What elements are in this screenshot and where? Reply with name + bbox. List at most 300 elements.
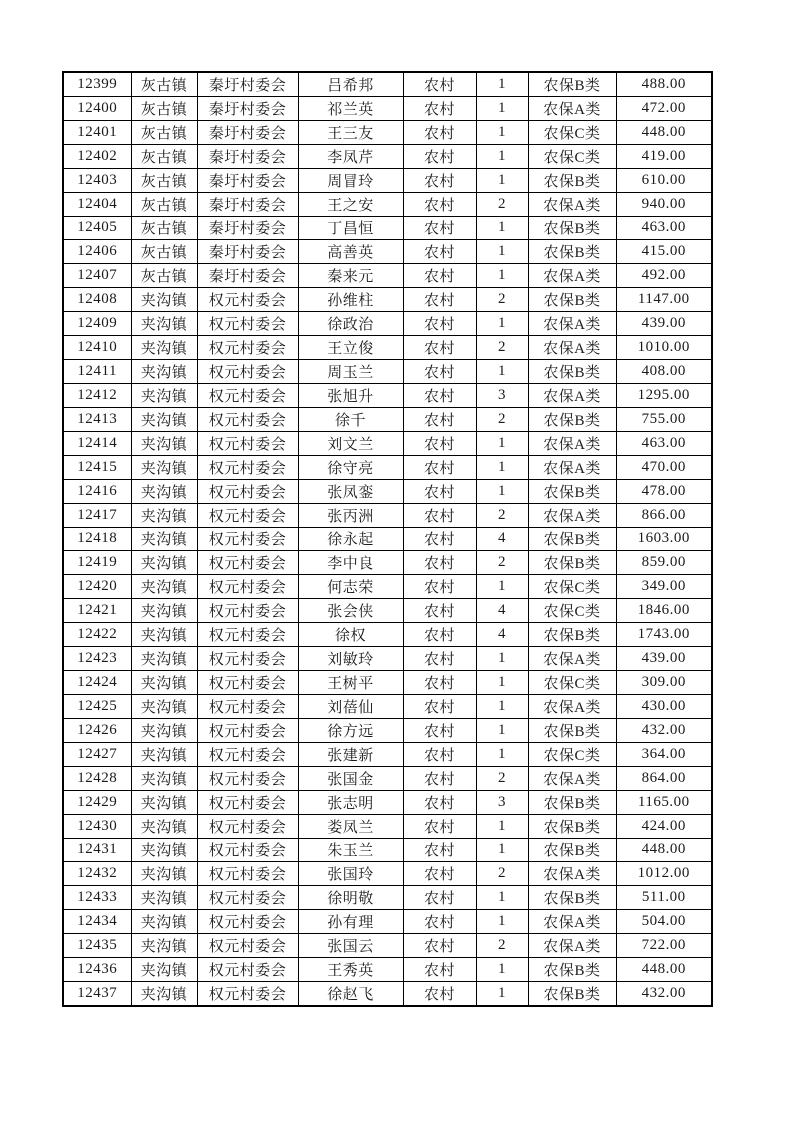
- cell-person-name: 张旭升: [298, 383, 403, 407]
- table-row: [63, 72, 712, 96]
- cell-person-name: 徐权: [298, 623, 403, 647]
- cell-person-name: 孙维柱: [298, 288, 403, 312]
- cell-record-id: 12416: [63, 479, 131, 503]
- cell-category: 农村: [403, 575, 476, 599]
- cell-person-count: 1: [476, 910, 528, 934]
- table-row: [63, 958, 712, 982]
- cell-person-count: 1: [476, 742, 528, 766]
- cell-amount: 511.00: [616, 886, 712, 910]
- cell-amount: 1010.00: [616, 336, 712, 360]
- cell-person-count: 4: [476, 527, 528, 551]
- cell-village-committee: 权元村委会: [197, 886, 298, 910]
- cell-amount: 472.00: [616, 96, 712, 120]
- table-row: [63, 407, 712, 431]
- cell-record-id: 12429: [63, 790, 131, 814]
- cell-village-committee: 权元村委会: [197, 718, 298, 742]
- cell-person-count: 2: [476, 766, 528, 790]
- cell-village-committee: 权元村委会: [197, 503, 298, 527]
- cell-amount: 448.00: [616, 958, 712, 982]
- cell-insurance-type: 农保B类: [528, 838, 616, 862]
- cell-amount: 463.00: [616, 431, 712, 455]
- cell-person-name: 高善英: [298, 240, 403, 264]
- cell-category: 农村: [403, 694, 476, 718]
- cell-town: 夹沟镇: [131, 982, 197, 1006]
- cell-record-id: 12399: [63, 72, 131, 96]
- cell-village-committee: 权元村委会: [197, 288, 298, 312]
- cell-record-id: 12434: [63, 910, 131, 934]
- cell-record-id: 12431: [63, 838, 131, 862]
- cell-category: 农村: [403, 288, 476, 312]
- cell-amount: 349.00: [616, 575, 712, 599]
- cell-town: 夹沟镇: [131, 407, 197, 431]
- cell-category: 农村: [403, 503, 476, 527]
- table-row: [63, 647, 712, 671]
- cell-record-id: 12408: [63, 288, 131, 312]
- cell-person-count: 1: [476, 647, 528, 671]
- cell-person-name: 吕希邦: [298, 72, 403, 96]
- table-row: [63, 503, 712, 527]
- table-row: [63, 862, 712, 886]
- cell-insurance-type: 农保B类: [528, 982, 616, 1006]
- cell-category: 农村: [403, 120, 476, 144]
- cell-village-committee: 权元村委会: [197, 312, 298, 336]
- cell-person-count: 2: [476, 934, 528, 958]
- cell-person-count: 2: [476, 288, 528, 312]
- cell-village-committee: 权元村委会: [197, 383, 298, 407]
- cell-insurance-type: 农保B类: [528, 814, 616, 838]
- cell-record-id: 12417: [63, 503, 131, 527]
- table-row: [63, 671, 712, 695]
- cell-record-id: 12400: [63, 96, 131, 120]
- cell-town: 夹沟镇: [131, 766, 197, 790]
- table-row: [63, 814, 712, 838]
- cell-village-committee: 权元村委会: [197, 455, 298, 479]
- cell-person-name: 王之安: [298, 192, 403, 216]
- cell-record-id: 12403: [63, 168, 131, 192]
- cell-person-count: 2: [476, 503, 528, 527]
- cell-person-name: 张国金: [298, 766, 403, 790]
- cell-town: 夹沟镇: [131, 431, 197, 455]
- cell-person-count: 1: [476, 575, 528, 599]
- cell-person-name: 周冒玲: [298, 168, 403, 192]
- cell-insurance-type: 农保A类: [528, 336, 616, 360]
- cell-person-name: 李凤芹: [298, 144, 403, 168]
- cell-person-name: 刘敏玲: [298, 647, 403, 671]
- cell-town: 灰古镇: [131, 96, 197, 120]
- cell-category: 农村: [403, 671, 476, 695]
- cell-village-committee: 权元村委会: [197, 838, 298, 862]
- cell-amount: 722.00: [616, 934, 712, 958]
- cell-insurance-type: 农保B类: [528, 407, 616, 431]
- cell-person-count: 1: [476, 360, 528, 384]
- cell-village-committee: 权元村委会: [197, 910, 298, 934]
- cell-person-name: 祁兰英: [298, 96, 403, 120]
- cell-village-committee: 秦圩村委会: [197, 96, 298, 120]
- cell-village-committee: 权元村委会: [197, 336, 298, 360]
- table-row: [63, 479, 712, 503]
- cell-category: 农村: [403, 312, 476, 336]
- cell-town: 夹沟镇: [131, 455, 197, 479]
- cell-record-id: 12411: [63, 360, 131, 384]
- cell-person-name: 王立俊: [298, 336, 403, 360]
- cell-person-name: 朱玉兰: [298, 838, 403, 862]
- cell-town: 夹沟镇: [131, 910, 197, 934]
- cell-amount: 859.00: [616, 551, 712, 575]
- cell-person-name: 刘蓓仙: [298, 694, 403, 718]
- cell-insurance-type: 农保C类: [528, 671, 616, 695]
- cell-town: 夹沟镇: [131, 360, 197, 384]
- cell-amount: 864.00: [616, 766, 712, 790]
- cell-village-committee: 秦圩村委会: [197, 120, 298, 144]
- cell-insurance-type: 农保B类: [528, 958, 616, 982]
- cell-record-id: 12437: [63, 982, 131, 1006]
- cell-village-committee: 权元村委会: [197, 982, 298, 1006]
- cell-person-count: 1: [476, 216, 528, 240]
- cell-town: 灰古镇: [131, 144, 197, 168]
- cell-village-committee: 权元村委会: [197, 575, 298, 599]
- cell-category: 农村: [403, 814, 476, 838]
- cell-person-name: 李中良: [298, 551, 403, 575]
- cell-record-id: 12428: [63, 766, 131, 790]
- cell-category: 农村: [403, 96, 476, 120]
- cell-amount: 1743.00: [616, 623, 712, 647]
- cell-person-count: 1: [476, 72, 528, 96]
- cell-amount: 309.00: [616, 671, 712, 695]
- cell-person-count: 1: [476, 120, 528, 144]
- cell-village-committee: 秦圩村委会: [197, 240, 298, 264]
- table-row: [63, 766, 712, 790]
- cell-insurance-type: 农保B类: [528, 886, 616, 910]
- cell-category: 农村: [403, 264, 476, 288]
- pension-roster-table: [62, 71, 713, 1007]
- cell-person-count: 4: [476, 599, 528, 623]
- cell-amount: 448.00: [616, 120, 712, 144]
- cell-category: 农村: [403, 718, 476, 742]
- table-row: [63, 431, 712, 455]
- cell-record-id: 12418: [63, 527, 131, 551]
- cell-category: 农村: [403, 766, 476, 790]
- cell-amount: 1846.00: [616, 599, 712, 623]
- cell-village-committee: 权元村委会: [197, 599, 298, 623]
- cell-village-committee: 权元村委会: [197, 671, 298, 695]
- cell-person-count: 1: [476, 958, 528, 982]
- cell-village-committee: 秦圩村委会: [197, 144, 298, 168]
- cell-insurance-type: 农保A类: [528, 431, 616, 455]
- cell-insurance-type: 农保B类: [528, 240, 616, 264]
- cell-record-id: 12405: [63, 216, 131, 240]
- cell-person-count: 1: [476, 144, 528, 168]
- cell-insurance-type: 农保A类: [528, 312, 616, 336]
- table-row: [63, 551, 712, 575]
- cell-insurance-type: 农保B类: [528, 288, 616, 312]
- cell-town: 夹沟镇: [131, 312, 197, 336]
- cell-insurance-type: 农保B类: [528, 216, 616, 240]
- cell-town: 灰古镇: [131, 216, 197, 240]
- table-row: [63, 144, 712, 168]
- cell-record-id: 12407: [63, 264, 131, 288]
- cell-person-count: 1: [476, 479, 528, 503]
- cell-record-id: 12412: [63, 383, 131, 407]
- cell-record-id: 12409: [63, 312, 131, 336]
- cell-village-committee: 秦圩村委会: [197, 216, 298, 240]
- table-row: [63, 96, 712, 120]
- cell-amount: 408.00: [616, 360, 712, 384]
- cell-town: 夹沟镇: [131, 718, 197, 742]
- table-row: [63, 982, 712, 1006]
- table-row: [63, 192, 712, 216]
- cell-amount: 492.00: [616, 264, 712, 288]
- cell-record-id: 12421: [63, 599, 131, 623]
- cell-amount: 364.00: [616, 742, 712, 766]
- cell-town: 夹沟镇: [131, 479, 197, 503]
- cell-person-name: 王树平: [298, 671, 403, 695]
- cell-person-count: 1: [476, 264, 528, 288]
- cell-town: 灰古镇: [131, 72, 197, 96]
- cell-person-name: 张凤銮: [298, 479, 403, 503]
- cell-record-id: 12414: [63, 431, 131, 455]
- cell-amount: 415.00: [616, 240, 712, 264]
- cell-person-name: 徐方远: [298, 718, 403, 742]
- cell-amount: 463.00: [616, 216, 712, 240]
- cell-person-count: 1: [476, 718, 528, 742]
- cell-insurance-type: 农保A类: [528, 383, 616, 407]
- cell-category: 农村: [403, 431, 476, 455]
- cell-insurance-type: 农保C类: [528, 575, 616, 599]
- cell-village-committee: 权元村委会: [197, 958, 298, 982]
- cell-person-count: 1: [476, 838, 528, 862]
- cell-person-name: 周玉兰: [298, 360, 403, 384]
- cell-person-name: 丁昌恒: [298, 216, 403, 240]
- cell-person-count: 4: [476, 623, 528, 647]
- table-row: [63, 216, 712, 240]
- cell-insurance-type: 农保C类: [528, 144, 616, 168]
- cell-record-id: 12427: [63, 742, 131, 766]
- cell-category: 农村: [403, 360, 476, 384]
- cell-record-id: 12432: [63, 862, 131, 886]
- cell-amount: 439.00: [616, 647, 712, 671]
- cell-record-id: 12435: [63, 934, 131, 958]
- cell-insurance-type: 农保C类: [528, 742, 616, 766]
- cell-town: 夹沟镇: [131, 383, 197, 407]
- cell-amount: 448.00: [616, 838, 712, 862]
- cell-category: 农村: [403, 216, 476, 240]
- cell-amount: 1012.00: [616, 862, 712, 886]
- cell-insurance-type: 农保A类: [528, 647, 616, 671]
- table-row: [63, 718, 712, 742]
- cell-person-count: 2: [476, 407, 528, 431]
- cell-person-name: 徐守亮: [298, 455, 403, 479]
- cell-category: 农村: [403, 407, 476, 431]
- cell-insurance-type: 农保B类: [528, 479, 616, 503]
- cell-town: 灰古镇: [131, 264, 197, 288]
- cell-person-count: 2: [476, 336, 528, 360]
- cell-village-committee: 秦圩村委会: [197, 168, 298, 192]
- cell-insurance-type: 农保A类: [528, 934, 616, 958]
- cell-town: 夹沟镇: [131, 599, 197, 623]
- cell-person-name: 王秀英: [298, 958, 403, 982]
- cell-category: 农村: [403, 647, 476, 671]
- table-row: [63, 575, 712, 599]
- table-row: [63, 910, 712, 934]
- cell-village-committee: 权元村委会: [197, 407, 298, 431]
- cell-amount: 430.00: [616, 694, 712, 718]
- cell-category: 农村: [403, 551, 476, 575]
- cell-town: 夹沟镇: [131, 647, 197, 671]
- table-row: [63, 288, 712, 312]
- cell-amount: 488.00: [616, 72, 712, 96]
- cell-insurance-type: 农保B类: [528, 360, 616, 384]
- cell-person-name: 娄凤兰: [298, 814, 403, 838]
- cell-village-committee: 秦圩村委会: [197, 264, 298, 288]
- cell-insurance-type: 农保B类: [528, 718, 616, 742]
- cell-amount: 439.00: [616, 312, 712, 336]
- cell-category: 农村: [403, 527, 476, 551]
- table-row: [63, 168, 712, 192]
- cell-person-count: 1: [476, 431, 528, 455]
- cell-amount: 610.00: [616, 168, 712, 192]
- cell-person-count: 1: [476, 982, 528, 1006]
- cell-person-count: 1: [476, 671, 528, 695]
- cell-insurance-type: 农保A类: [528, 264, 616, 288]
- cell-insurance-type: 农保A类: [528, 694, 616, 718]
- cell-person-count: 1: [476, 96, 528, 120]
- cell-record-id: 12410: [63, 336, 131, 360]
- table-row: [63, 264, 712, 288]
- cell-person-count: 1: [476, 814, 528, 838]
- cell-record-id: 12425: [63, 694, 131, 718]
- cell-category: 农村: [403, 144, 476, 168]
- cell-person-name: 张国云: [298, 934, 403, 958]
- cell-person-name: 徐明敬: [298, 886, 403, 910]
- cell-category: 农村: [403, 910, 476, 934]
- table-row: [63, 694, 712, 718]
- cell-record-id: 12426: [63, 718, 131, 742]
- cell-town: 夹沟镇: [131, 886, 197, 910]
- cell-insurance-type: 农保B类: [528, 551, 616, 575]
- cell-category: 农村: [403, 336, 476, 360]
- cell-village-committee: 权元村委会: [197, 360, 298, 384]
- cell-insurance-type: 农保A类: [528, 192, 616, 216]
- cell-town: 夹沟镇: [131, 551, 197, 575]
- cell-category: 农村: [403, 240, 476, 264]
- cell-village-committee: 权元村委会: [197, 551, 298, 575]
- cell-village-committee: 权元村委会: [197, 814, 298, 838]
- cell-town: 灰古镇: [131, 120, 197, 144]
- cell-insurance-type: 农保B类: [528, 168, 616, 192]
- cell-village-committee: 权元村委会: [197, 694, 298, 718]
- cell-town: 灰古镇: [131, 168, 197, 192]
- cell-person-count: 2: [476, 862, 528, 886]
- cell-town: 夹沟镇: [131, 742, 197, 766]
- cell-record-id: 12415: [63, 455, 131, 479]
- cell-person-name: 刘文兰: [298, 431, 403, 455]
- cell-insurance-type: 农保C类: [528, 120, 616, 144]
- cell-village-committee: 权元村委会: [197, 934, 298, 958]
- cell-amount: 432.00: [616, 718, 712, 742]
- cell-person-count: 3: [476, 790, 528, 814]
- cell-record-id: 12404: [63, 192, 131, 216]
- cell-insurance-type: 农保B类: [528, 790, 616, 814]
- cell-person-name: 张建新: [298, 742, 403, 766]
- cell-insurance-type: 农保A类: [528, 96, 616, 120]
- cell-town: 夹沟镇: [131, 623, 197, 647]
- cell-amount: 940.00: [616, 192, 712, 216]
- cell-amount: 419.00: [616, 144, 712, 168]
- cell-person-count: 1: [476, 240, 528, 264]
- cell-amount: 478.00: [616, 479, 712, 503]
- cell-amount: 470.00: [616, 455, 712, 479]
- cell-town: 夹沟镇: [131, 814, 197, 838]
- cell-category: 农村: [403, 982, 476, 1006]
- table-row: [63, 383, 712, 407]
- cell-record-id: 12424: [63, 671, 131, 695]
- cell-person-name: 张丙洲: [298, 503, 403, 527]
- cell-insurance-type: 农保A类: [528, 455, 616, 479]
- cell-category: 农村: [403, 742, 476, 766]
- cell-amount: 1147.00: [616, 288, 712, 312]
- cell-category: 农村: [403, 168, 476, 192]
- cell-category: 农村: [403, 383, 476, 407]
- table-row: [63, 336, 712, 360]
- cell-category: 农村: [403, 958, 476, 982]
- cell-amount: 755.00: [616, 407, 712, 431]
- cell-record-id: 12423: [63, 647, 131, 671]
- cell-insurance-type: 农保B类: [528, 72, 616, 96]
- cell-person-name: 张志明: [298, 790, 403, 814]
- cell-category: 农村: [403, 862, 476, 886]
- cell-insurance-type: 农保A类: [528, 862, 616, 886]
- cell-category: 农村: [403, 72, 476, 96]
- table-row: [63, 742, 712, 766]
- cell-record-id: 12430: [63, 814, 131, 838]
- table-row: [63, 527, 712, 551]
- cell-person-count: 1: [476, 455, 528, 479]
- cell-record-id: 12419: [63, 551, 131, 575]
- table-row: [63, 599, 712, 623]
- cell-amount: 866.00: [616, 503, 712, 527]
- cell-town: 夹沟镇: [131, 862, 197, 886]
- cell-town: 夹沟镇: [131, 838, 197, 862]
- cell-record-id: 12406: [63, 240, 131, 264]
- cell-amount: 1603.00: [616, 527, 712, 551]
- cell-person-name: 王三友: [298, 120, 403, 144]
- cell-category: 农村: [403, 192, 476, 216]
- cell-village-committee: 权元村委会: [197, 742, 298, 766]
- cell-person-name: 张国玲: [298, 862, 403, 886]
- cell-insurance-type: 农保C类: [528, 599, 616, 623]
- cell-village-committee: 权元村委会: [197, 479, 298, 503]
- cell-village-committee: 秦圩村委会: [197, 192, 298, 216]
- cell-person-name: 徐政治: [298, 312, 403, 336]
- cell-amount: 432.00: [616, 982, 712, 1006]
- cell-amount: 1165.00: [616, 790, 712, 814]
- cell-category: 农村: [403, 934, 476, 958]
- cell-town: 夹沟镇: [131, 790, 197, 814]
- cell-person-name: 徐赵飞: [298, 982, 403, 1006]
- table-row: [63, 886, 712, 910]
- cell-person-name: 秦来元: [298, 264, 403, 288]
- cell-village-committee: 权元村委会: [197, 647, 298, 671]
- cell-person-name: 张会侠: [298, 599, 403, 623]
- cell-category: 农村: [403, 623, 476, 647]
- cell-record-id: 12436: [63, 958, 131, 982]
- table-row: [63, 934, 712, 958]
- cell-person-count: 1: [476, 886, 528, 910]
- table-row: [63, 455, 712, 479]
- cell-town: 夹沟镇: [131, 527, 197, 551]
- cell-record-id: 12401: [63, 120, 131, 144]
- cell-person-name: 何志荣: [298, 575, 403, 599]
